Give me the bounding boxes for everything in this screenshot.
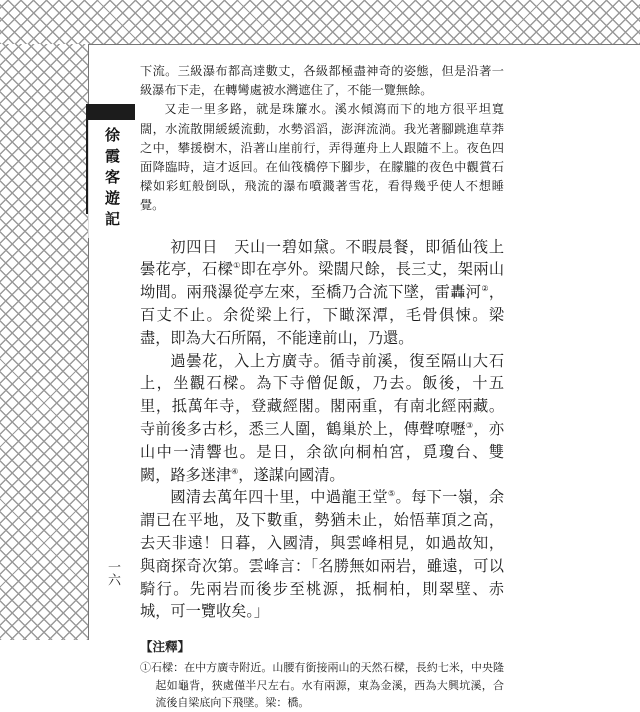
notes-list [140, 659, 504, 712]
original-text-section [140, 236, 504, 624]
original-paragraph [140, 350, 504, 487]
text-segment: 初四日 天山一碧如黛。不暇晨餐，即循仙筏上曇花亭，石樑 [140, 237, 504, 279]
text-segment: 即在亭外。梁闊尺餘，長三丈，架兩山坳間。兩飛瀑從亭左來，至橋乃合流下墜，雷轟河 [140, 260, 505, 302]
text-segment: ，百丈不止。余從梁上行，下瞰深潭，毛骨俱悚。梁盡，即為大石所隔，不能達前山，乃還。 [140, 283, 505, 347]
text-segment: ，亦山中一清響也。是日，余欲向桐柏宮，覓瓊台、雙闕，路多迷津 [140, 420, 505, 484]
footnote-marker[interactable]: ① [233, 261, 241, 271]
text-segment: ，遂謀向國清。 [238, 465, 345, 484]
text-segment: 國清去萬年四十里，中過龍王堂 [170, 488, 389, 507]
footnote-marker[interactable]: ② [481, 284, 489, 294]
translation-paragraph: 下流。三級瀑布都高達數丈，各級都極盡神奇的姿態，但是沿著一級瀑布下走，在轉彎處被水灣遮住了，不能一覽無餘。 [140, 64, 504, 98]
text-segment: 。每下一嶺，余謂已在平地，及下數重，勢猶未止，始悟華頂之高，去天非遠！日暮，入國清，與雲峰相見，如過故知，與商探奇次第。雲峰言：「名勝無如兩岩，雖遠，可以騎行。先兩岩而後步至桃源，抵桐柏，則翠壁、赤城，可一覽收矣。」 [140, 488, 505, 621]
footnote-marker[interactable]: ④ [231, 466, 239, 476]
original-paragraph [140, 236, 504, 350]
original-paragraph [140, 486, 504, 623]
book-title: 徐霞客遊記 [88, 120, 135, 238]
translation-paragraph: 又走一里多路，就是珠簾水。溪水傾瀉而下的地方很平坦寬闊，水流散開緩緩流動，水勢滔滔，澎湃流淌。我光著腳跳進草莽之中，攀援樹木，沿著山崖前行，弄得蓮舟上人跟隨不上。夜色四面降臨時，這才返回。在仙筏橋停下腳步，在朦朧的夜色中觀賞石樑如彩虹般倒臥，飛流的瀑布噴濺著雪花，看得幾乎使人不想睡覺。 [140, 102, 504, 213]
left-lattice-border [0, 44, 89, 640]
translation-section [140, 62, 504, 216]
footnote-marker[interactable]: ③ [465, 420, 474, 430]
notes-section [140, 637, 504, 712]
note-item: ①石樑：在中方廣寺附近。山腰有銜接兩山的天然石樑，長約七米，中央隆起如龜背，狹處僅半尺左右。水有兩源，東為金溪，西為大興坑溪，合流後自梁底向下飛墜。梁：橋。 [140, 661, 504, 710]
page-number: 一六 [105, 560, 120, 586]
notes-heading: 【注釋】 [140, 639, 191, 655]
page-content [140, 62, 505, 710]
footnote-marker[interactable]: ⑤ [388, 489, 396, 499]
top-lattice-border [0, 0, 640, 45]
text-segment: 過曇花，入上方廣寺。循寺前溪，復至隔山大石上，坐觀石樑。為下寺僧促飯，乃去。飯後，十五里，抵萬年寺，登藏經閣。閣兩重，有南北經兩藏。寺前後多古杉，悉三人圍，鶴巢於上，傳聲嘹嚦 [140, 351, 504, 438]
